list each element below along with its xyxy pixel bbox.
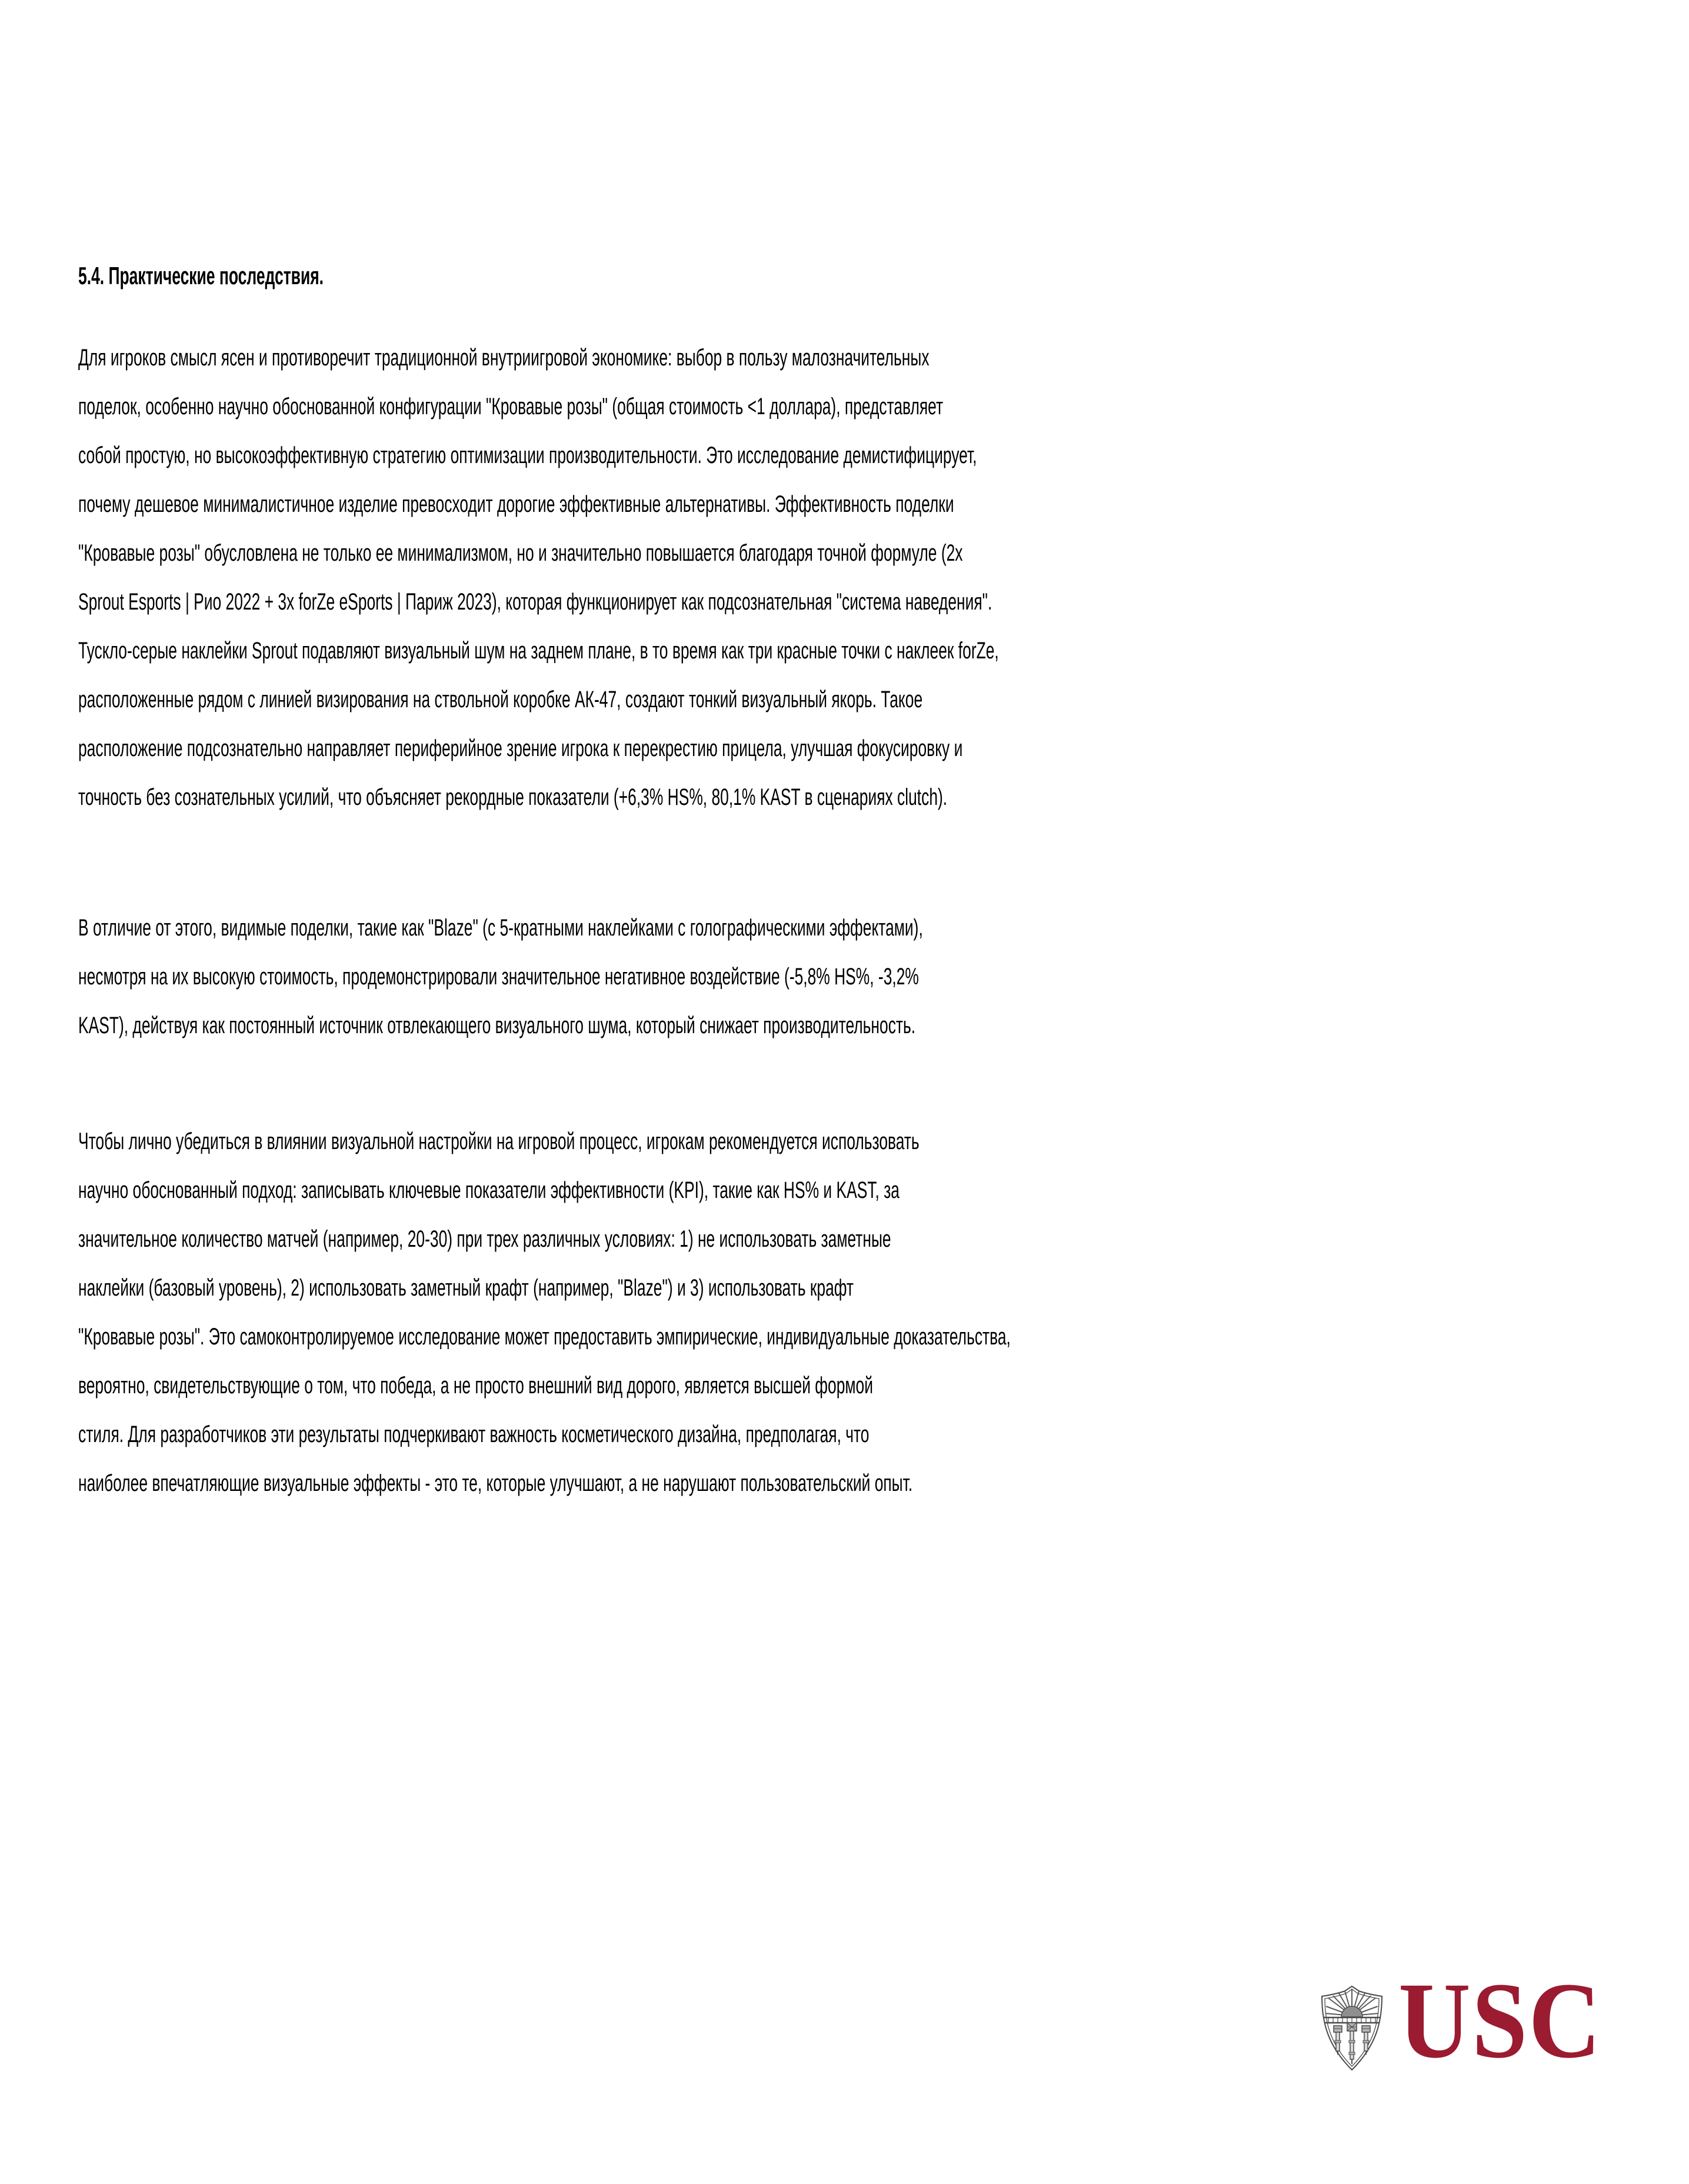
text-line: наклейки (базовый уровень), 2) использовать заметный крафт (например, "Blaze") и 3) использовать крафт <box>78 1275 854 1301</box>
text-line: почему дешевое минималистичное изделие превосходит дорогие эффективные альтернативы. Эффективность поделки <box>78 491 954 517</box>
usc-shield-icon <box>1317 1984 1387 2072</box>
text-line: поделок, особенно научно обоснованной конфигурации "Кровавые розы" (общая стоимость <1 доллара), представляет <box>78 394 944 420</box>
text-line: "Кровавые розы" обусловлена не только ее минимализмом, но и значительно повышается благодаря точной формуле (2x <box>78 540 963 566</box>
paragraph-2 <box>78 904 1358 1050</box>
text-line: В отличие от этого, видимые поделки, такие как "Blaze" (с 5-кратными наклейками с голографическими эффектами), <box>78 915 923 941</box>
paragraph-3 <box>78 1117 1491 1508</box>
text-line: собой простую, но высокоэффективную стратегию оптимизации производительности. Это исследование демистифицирует, <box>78 442 977 468</box>
text-line: расположенные рядом с линией визирования на ствольной коробке АК-47, создают тонкий визуальный якорь. Такое <box>78 687 923 713</box>
text-line: Чтобы лично убедиться в влиянии визуальной настройки на игровой процесс, игрокам рекомендуется использовать <box>78 1128 920 1154</box>
text-line: "Кровавые розы". Это самоконтролируемое исследование может предоставить эмпирические, индивидуальные доказательства, <box>78 1324 1011 1350</box>
text-line: Для игроков смысл ясен и противоречит традиционной внутриигровой экономике: выбор в пользу малозначительных <box>78 345 930 371</box>
text-line: Тускло-серые наклейки Sprout подавляют визуальный шум на заднем плане, в то время как три красные точки с наклеек forZe, <box>78 638 999 664</box>
text-line: наиболее впечатляющие визуальные эффекты - это те, которые улучшают, а не нарушают пользовательский опыт. <box>78 1470 913 1496</box>
text-line: значительное количество матчей (например, 20-30) при трех различных условиях: 1) не использовать заметные <box>78 1226 891 1252</box>
text-line: точность без сознательных усилий, что объясняет рекордные показатели (+6,3% HS%, 80,1% KAST в сценариях clutch). <box>78 784 948 810</box>
text-line: Sprout Esports | Рио 2022 + 3x forZe eSports | Париж 2023), которая функционирует как подсознательная "система наведения". <box>78 589 992 615</box>
text-line: KAST), действуя как постоянный источник отвлекающего визуального шума, который снижает производительность. <box>78 1013 916 1038</box>
paragraph-1 <box>78 334 1473 822</box>
text-line: несмотря на их высокую стоимость, продемонстрировали значительное негативное воздействие (-5,8% HS%, -3,2% <box>78 964 919 990</box>
text-line: научно обоснованный подход: записывать ключевые показатели эффективности (KPI), такие как HS% и KAST, за <box>78 1177 900 1203</box>
section-heading: 5.4. Практические последствия. <box>78 262 324 289</box>
usc-wordmark: USC <box>1398 1960 1603 2081</box>
text-line: вероятно, свидетельствующие о том, что победа, а не просто внешний вид дорого, является высшей формой <box>78 1373 873 1399</box>
text-line: стиля. Для разработчиков эти результаты подчеркивают важность косметического дизайна, предполагая, что <box>78 1421 870 1447</box>
text-line: расположение подсознательно направляет периферийное зрение игрока к перекрестию прицела, улучшая фокусировку и <box>78 735 963 761</box>
